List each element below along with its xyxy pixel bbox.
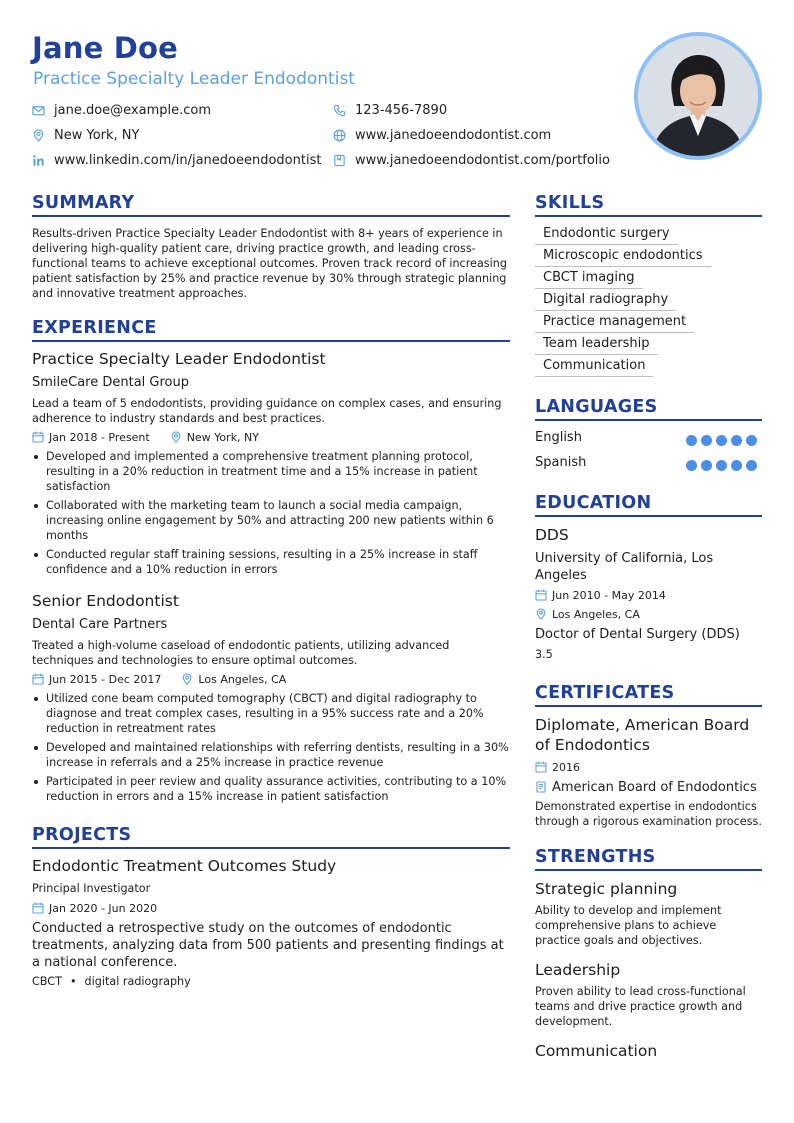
skill-tag: CBCT imaging — [535, 269, 643, 289]
tag-separator: • — [69, 975, 77, 988]
mail-icon — [32, 104, 45, 117]
phone-text: 123-456-7890 — [355, 102, 448, 118]
list-item: Developed and implemented a comprehensive treatment planning protocol, resulting in a 20% reduction in treatment time and a 15% increase in patient satisfaction — [32, 449, 510, 494]
job-title: Practice Specialty Leader Endodontist — [32, 350, 326, 368]
projects-heading: PROJECTS — [32, 825, 132, 845]
project-title: Endodontic Treatment Outcomes Study — [32, 857, 337, 875]
language-name: English — [535, 430, 582, 445]
education-degree: DDS — [535, 526, 569, 544]
experience-divider — [32, 340, 510, 342]
certificates-heading: CERTIFICATES — [535, 683, 675, 703]
project-description: Conducted a retrospective study on the outcomes of endodontic treatments, analyzing data from 500 patients and presenting findings at a national conference. — [32, 921, 504, 970]
level-dot — [746, 460, 757, 471]
strength-title: Communication — [535, 1042, 658, 1060]
skills-heading: SKILLS — [535, 193, 605, 213]
job-description: Lead a team of 5 endodontists, providing guidance on complex cases, and ensuring adherence to industry standards and best practices. — [32, 397, 502, 425]
job-meta — [32, 429, 259, 445]
certificate-icon — [535, 781, 547, 793]
location-text: New York, NY — [54, 127, 140, 143]
certificate-year-row — [535, 759, 580, 775]
certificate-description: Demonstrated expertise in endodontics through a rigorous examination process. — [535, 800, 762, 828]
strengths-heading: STRENGTHS — [535, 847, 656, 867]
calendar-icon — [535, 589, 547, 601]
strength-description: Ability to develop and implement comprehensive plans to achieve practice goals and objectives. — [535, 904, 722, 947]
job-bullets — [32, 691, 512, 808]
skill-tag: Communication — [535, 357, 653, 377]
job-meta — [32, 671, 286, 687]
list-item: Developed and maintained relationships with referring dentists, resulting in a 30% increase in referrals and a 25% increase in practice revenue — [32, 740, 512, 770]
location-icon — [535, 608, 547, 620]
job-dates: Jun 2015 - Dec 2017 — [49, 672, 162, 686]
projects-divider — [32, 847, 510, 849]
skills-divider — [535, 215, 762, 217]
languages-heading: LANGUAGES — [535, 397, 658, 417]
level-dot — [701, 460, 712, 471]
profile-photo — [634, 32, 762, 160]
level-dot — [731, 460, 742, 471]
list-item: Participated in peer review and quality assurance activities, contributing to a 10% reduction in errors and a 15% increase in patient satisfaction — [32, 774, 512, 804]
job-title: Senior Endodontist — [32, 592, 179, 610]
job-company: Dental Care Partners — [32, 617, 168, 632]
certificates-divider — [535, 705, 762, 707]
skill-tag: Microscopic endodontics — [535, 247, 711, 267]
job-location: Los Angeles, CA — [198, 672, 287, 686]
job-company: SmileCare Dental Group — [32, 375, 190, 390]
level-dot — [731, 435, 742, 446]
skill-tag: Practice management — [535, 313, 694, 333]
education-gpa: 3.5 — [535, 648, 553, 661]
candidate-name: Jane Doe — [32, 31, 179, 65]
project-tag: CBCT — [32, 975, 62, 988]
avatar — [638, 36, 758, 156]
location-icon — [32, 129, 45, 142]
certificate-year: 2016 — [552, 760, 580, 774]
email-text: jane.doe@example.com — [54, 102, 212, 118]
skill-tag: Endodontic surgery — [535, 225, 678, 245]
summary-heading: SUMMARY — [32, 193, 135, 213]
certificate-issuer: American Board of Endodontics — [552, 779, 757, 795]
website-text: www.janedoeendodontist.com — [355, 127, 552, 143]
calendar-icon — [32, 902, 44, 914]
certificate-title: Diplomate, American Board of Endodontics — [535, 716, 750, 754]
calendar-icon — [535, 761, 547, 773]
contact-portfolio[interactable] — [333, 151, 610, 169]
strength-title: Leadership — [535, 961, 621, 979]
phone-icon — [333, 104, 346, 117]
job-dates: Jan 2018 - Present — [49, 430, 150, 444]
contact-location — [32, 126, 139, 144]
summary-divider — [32, 215, 510, 217]
calendar-icon — [32, 673, 44, 685]
level-dot — [716, 460, 727, 471]
project-dates: Jan 2020 - Jun 2020 — [49, 901, 158, 915]
education-dates-row — [535, 587, 666, 603]
education-heading: EDUCATION — [535, 493, 652, 513]
strengths-divider — [535, 869, 762, 871]
languages-divider — [535, 419, 762, 421]
contact-email[interactable] — [32, 101, 211, 119]
strength-title: Strategic planning — [535, 880, 678, 898]
location-icon — [181, 673, 193, 685]
strength-description: Proven ability to lead cross-functional teams and drive practice growth and development. — [535, 985, 746, 1028]
project-meta — [32, 900, 157, 916]
skill-tag: Digital radiography — [535, 291, 676, 311]
level-dot — [716, 435, 727, 446]
linkedin-text: www.linkedin.com/in/janedoeendodontist — [54, 152, 322, 168]
list-item: Utilized cone beam computed tomography (CBCT) and digital radiography to diagnose and treat complex cases, resulting in a 95% success rate and a 20% reduction in retreatment rates — [32, 691, 512, 736]
list-item: Conducted regular staff training sessions, resulting in a 25% increase in staff confidence and a 10% reduction in errors — [32, 547, 510, 577]
level-dot — [686, 460, 697, 471]
education-location: Los Angeles, CA — [552, 607, 640, 621]
summary-text: Results-driven Practice Specialty Leader Endodontist with 8+ years of experience in delivering high-quality patient care, driving practice growth, and leading cross-functional teams to achieve exceptional outcomes. Proven track record of increasing patient satisfaction by 25% and practice revenue by 30% through strategic planning and innovative treatment approaches. — [32, 227, 507, 300]
contact-linkedin[interactable] — [32, 151, 321, 169]
location-icon — [170, 431, 182, 443]
candidate-title: Practice Specialty Leader Endodontist — [33, 69, 355, 89]
project-tags — [32, 974, 191, 989]
calendar-icon — [32, 431, 44, 443]
level-dot — [701, 435, 712, 446]
contact-phone[interactable] — [333, 101, 447, 119]
education-divider — [535, 515, 762, 517]
education-dates: Jun 2010 - May 2014 — [552, 588, 666, 602]
bookmark-icon — [333, 154, 346, 167]
education-school: University of California, Los Angeles — [535, 551, 714, 583]
project-role: Principal Investigator — [32, 882, 151, 895]
level-dot — [686, 435, 697, 446]
globe-icon — [333, 129, 346, 142]
education-location-row — [535, 606, 640, 622]
job-bullets — [32, 449, 510, 581]
portfolio-text: www.janedoeendodontist.com/portfolio — [355, 152, 610, 168]
language-name: Spanish — [535, 455, 587, 470]
project-tag: digital radiography — [84, 975, 191, 988]
language-level-dots — [686, 435, 761, 446]
job-description: Treated a high-volume caseload of endodontic patients, utilizing advanced techniques and technologies to ensure optimal outcomes. — [32, 639, 450, 667]
certificate-issuer-row — [535, 779, 757, 795]
language-level-dots — [686, 460, 761, 471]
linkedin-icon — [32, 154, 45, 167]
education-field: Doctor of Dental Surgery (DDS) — [535, 627, 740, 642]
skill-tag: Team leadership — [535, 335, 658, 355]
experience-heading: EXPERIENCE — [32, 318, 157, 338]
job-location: New York, NY — [186, 430, 259, 444]
contact-website[interactable] — [333, 126, 551, 144]
list-item: Collaborated with the marketing team to launch a social media campaign, increasing online engagement by 50% and attracting 200 new patients within 6 months — [32, 498, 510, 543]
level-dot — [746, 435, 757, 446]
